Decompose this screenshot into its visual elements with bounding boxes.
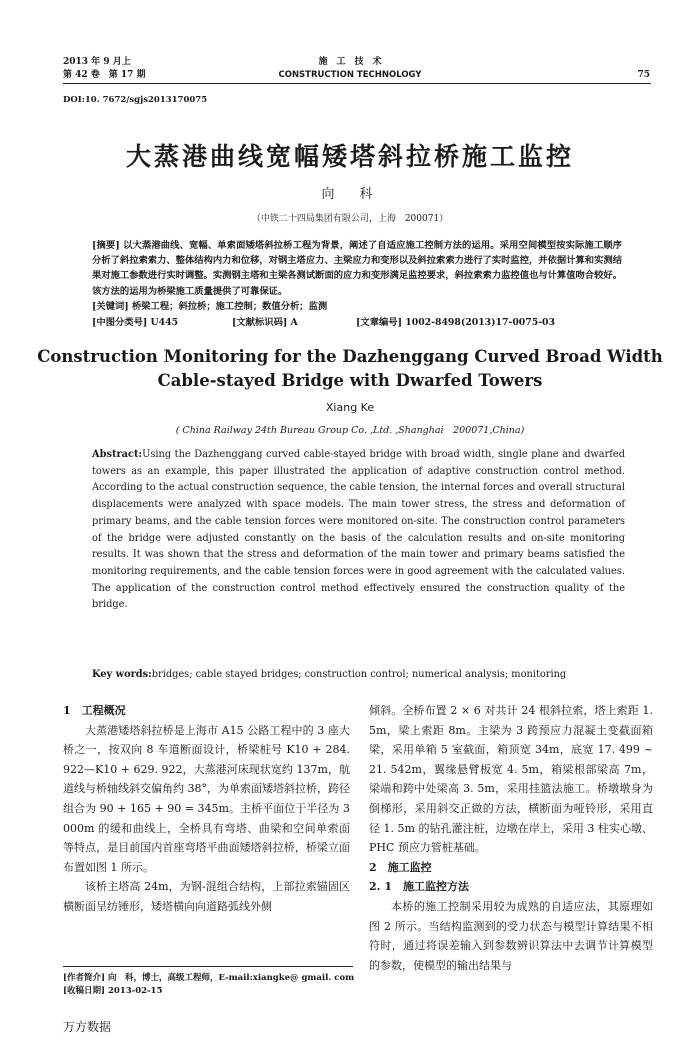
keywords-cn bbox=[92, 300, 622, 314]
title-cn: 大蒸港曲线宽幅矮塔斜拉桥施工监控 bbox=[125, 142, 574, 171]
author-cn: 向 科 bbox=[321, 187, 379, 202]
article-value: 1002-8498(2013)17-0075-03 bbox=[405, 317, 555, 328]
header-volume: 第 42 卷 第 17 期 bbox=[63, 70, 146, 80]
article-number-row bbox=[356, 316, 626, 330]
abstract-cn bbox=[92, 238, 622, 299]
footnote-received-label: [收稿日期] bbox=[63, 986, 106, 996]
section2-1-paragraph: 本桥的施工控制采用较为成熟的自适应法，其原理如图 2 所示。当结构监测到的受力状态与模型计算结果不相符时，通过将误差输入到参数辨识算法中去调节计算模型的参数，使模型的输出结果与 bbox=[369, 899, 653, 972]
clc-value: U445 bbox=[150, 317, 179, 328]
keywords-en-label: Key words: bbox=[92, 669, 152, 680]
footnote-rule bbox=[63, 966, 353, 967]
doc-value: A bbox=[290, 317, 298, 328]
header-journal-cn: 施 工 技 术 bbox=[318, 57, 382, 67]
title-en-line2: Cable-stayed Bridge with Dwarfed Towers bbox=[157, 371, 543, 390]
header-date: 2013 年 9 月上 bbox=[63, 57, 131, 67]
affiliation-cn: （中铁二十四局集团有限公司，上海 200071） bbox=[251, 214, 449, 224]
section1-paragraph2: 该桥主塔高 24m，为钢-混组合结构，上部拉索锚固区横断面呈纺锤形，矮塔横向向道路弧线外侧 bbox=[63, 880, 350, 913]
footnote-received bbox=[63, 985, 363, 997]
footnote-author-label: [作者简介] bbox=[63, 973, 106, 983]
body-right-column bbox=[369, 701, 653, 975]
abstract-en-label: Abstract: bbox=[92, 449, 143, 460]
doc-code-row bbox=[232, 316, 352, 330]
clc-label: [中图分类号] bbox=[92, 317, 148, 328]
keywords-en-text: bridges; cable stayed bridges; construction control; numerical analysis; monitoring bbox=[151, 669, 567, 680]
footnote-author-text: 向 科，博士，高级工程师，E-mail:xiangke@ gmail. com bbox=[108, 973, 355, 983]
watermark: 万方数据 bbox=[63, 1020, 112, 1034]
abstract-cn-label: [摘要] bbox=[92, 240, 120, 251]
author-en: Xiang Ke bbox=[325, 401, 375, 414]
affiliation-en: ( China Railway 24th Bureau Group Co. ,Ltd. ,Shanghai 200071,China) bbox=[175, 425, 525, 436]
page-number: 75 bbox=[637, 70, 650, 80]
header-rule bbox=[63, 83, 651, 84]
abstract-en-text: Using the Dazhenggang curved cable-stayed bridge with broad width, single plane and dwarfed towers as an example, this paper illustrated the application of adaptive construction control method. According to the actual construction sequence, the cable tension, the internal forces and overall structural displacements were analyzed with space models. The main tower stress, the stress and deformation of primary beams, and the cable tension forces were monitored on-site. The construction control parameters of the bridge were adjusted constantly on the basis of the calculation results and on-site monitoring results. It was shown that the stress and deformation of the main tower and primary beams satisfied the monitoring requirements, and the cable tension forces were in good agreement with the calculated values. The application of the construction control method effectively ensured the construction quality of the bridge. bbox=[92, 449, 625, 611]
body-left-column bbox=[63, 701, 350, 917]
section1-heading: 1 工程概况 bbox=[63, 704, 126, 717]
header-journal-en: CONSTRUCTION TECHNOLOGY bbox=[278, 70, 422, 80]
doi: DOI:10. 7672/sgjs2013170075 bbox=[63, 95, 208, 105]
abstract-en bbox=[92, 447, 625, 614]
section2-1-heading: 2. 1 施工监控方法 bbox=[369, 880, 469, 894]
keywords-en bbox=[92, 667, 625, 684]
title-en-line1: Construction Monitoring for the Dazhenggang Curved Broad Width bbox=[37, 347, 663, 366]
abstract-cn-text: 以大蒸港曲线、宽幅、单索面矮塔斜拉桥工程为背景，阐述了自适应施工控制方法的运用。采用空间模型按实际施工顺序分析了斜拉索索力、整体结构内力和位移，对钢主塔应力、主梁应力和变形以及斜拉索索力进行了实时监控，并依据计算和实测结果对施工参数进行实时调整。实测钢主塔和主梁各测试断面的应力和变形满足监控要求，斜拉索索力监控值也与计算值吻合较好。该方法的运用为桥梁施工质量提供了可靠保证。 bbox=[92, 240, 622, 297]
footnote-received-text: 2013-02-15 bbox=[108, 986, 163, 996]
footnote-author bbox=[63, 972, 363, 984]
doc-label: [文献标识码] bbox=[232, 317, 288, 328]
section1-paragraph1: 大蒸港矮塔斜拉桥是上海市 A15 公路工程中的 3 座大桥之一，按双向 8 车道断面设计，桥梁桩号 K10 + 284. 922—K10 + 629. 922，大蒸港河床现状宽约 137m，航道线与桥轴线斜交偏角约 38°，为单索面矮塔斜拉桥，跨径组合为 90 + 165 + 90 = 345m。主桥平面位于半径为 3 000m 的缓和曲线上，全桥具有弯塔、曲梁和空间单索面等特点，是目前国内首座弯塔平曲面矮塔斜拉桥，桥梁立面布置如图 1 所示。 bbox=[63, 723, 350, 874]
keywords-cn-text: 桥梁工程；斜拉桥；施工控制；数值分析；监测 bbox=[131, 301, 328, 312]
section1-continued: 倾斜。全桥布置 2 × 6 对共计 24 根斜拉索，塔上索距 1. 5m，梁上索距 8m。主梁为 3 跨预应力混凝土变截面箱梁，采用单箱 5 室截面，箱顶宽 34m，底宽 17. 499 ~ 21. 542m，翼缘悬臂板宽 4. 5m，箱梁根部梁高 7m，梁端和跨中处梁高 3. 5m，采用挂篮法施工。桥墩墩身为倒梯形，采用斜交正做的方法，横断面为哑铃形，采用直径 1. 5m 的钻孔灌注桩，边墩在岸上，采用 3 柱实心墩、PHC 预应力管桩基础。 bbox=[369, 704, 653, 855]
section2-heading: 2 施工监控 bbox=[369, 860, 432, 874]
keywords-cn-label: [关键词] bbox=[92, 301, 129, 312]
article-label: [文章编号] bbox=[356, 317, 402, 328]
